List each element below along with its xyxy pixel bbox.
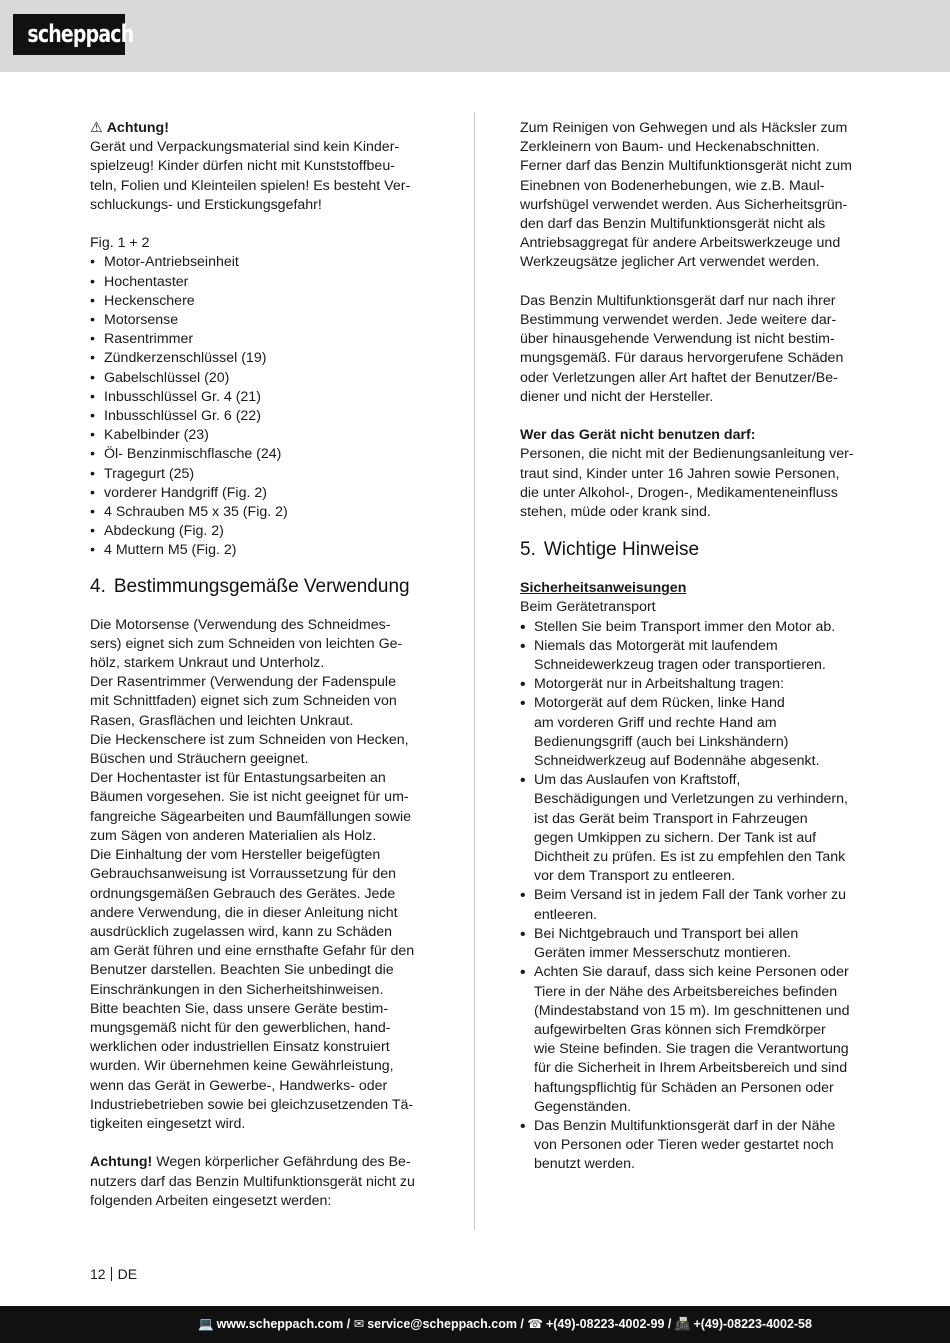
list-item: • Motorgerät auf dem Rücken, linke Hand am vorderen Griff und rechte Hand am Bedienungsgriff (auch bei Linkshändern) Schneidwerkzeug auf Bodennähe abgesenkt. — [520, 694, 865, 771]
list-item: • Inbusschlüssel Gr. 4 (21) — [90, 388, 440, 407]
list-item: • Bei Nichtgebrauch und Transport bei allen Geräten immer Messerschutz montieren. — [520, 925, 865, 963]
list-item: • Heckenschere — [90, 292, 440, 311]
list-item: • Motorgerät nur in Arbeitshaltung tragen: — [520, 675, 865, 694]
list-item: • Abdeckung (Fig. 2) — [90, 522, 440, 541]
not-use-heading: Wer das Gerät nicht benutzen darf: — [520, 427, 756, 444]
section-heading-5: 5. Wichtige Hinweise — [520, 539, 700, 561]
warning-icon: ⚠ — [90, 120, 103, 136]
list-item: • Motor-Antriebseinheit — [90, 253, 440, 272]
page-number: 12 DE — [90, 1266, 138, 1282]
footer-bar — [0, 1306, 950, 1343]
left-column — [90, 119, 440, 1211]
usage-text: Die Motorsense (Verwendung des Schneidmes- sers) eignet sich zum Schneiden von leichten Ge- hölz, starkem Unkraut und Unterholz. Der Rasentrimmer (Verwendung der Fadenspule mit Schnittfaden) eignet sich zum Schneiden von Rasen, Grasflächen und leichten Unkraut. Die Heckenschere ist zum Schneiden von Hecken, Büschen und Sträuchern geeignet. Der Hochentaster ist für Entastungsarbeiten an Bäumen vorgesehen. Sie ist nicht geeignet für um- fangreiche Sägearbeiten und Baumfällungen sowie zum Sägen von anderen Materialien als Holz. Die Einhaltung der vom Hersteller beigefügten Gebrauchsanweisung ist Vorraussetzung für den ordnungsgemäßen Gebrauch des Gerätes. Jede andere Verwendung, die in dieser Anleitung nicht ausdrücklich zugelassen wird, kann zu Schäden am Gerät führen und eine ernsthafte Gefahr für den Benutzer darstellen. Beachten Sie unbedingt die Einschränkungen in den Sicherheitshinweisen. Bitte beachten Sie, dass unsere Geräte bestim- mungsgemäß nicht für den gewerblichen, hand- werklichen oder industriellen Einsatz konstruiert wurden. Wir übernehmen keine Gewährleistung, wenn das Gerät in Gewerbe-, Handwerks- oder Industriebetrieben sowie bei gleichzusetzenden Tä- tigkeiten eingesetzt wird. — [90, 616, 415, 1132]
header-bar — [0, 0, 950, 72]
column-divider — [474, 112, 475, 1230]
safety-list — [520, 618, 865, 1175]
list-item: • Öl- Benzinmischflasche (24) — [90, 445, 440, 464]
not-use-text: Personen, die nicht mit der Bedienungsanleitung ver- traut sind, Kinder unter 16 Jahren sowie Personen, die unter Alkohol-, Drogen-, Medikamenteneinfluss stehen, müde oder krank sind. — [520, 446, 854, 521]
list-item: • Kabelbinder (23) — [90, 426, 440, 445]
list-item: • 4 Muttern M5 (Fig. 2) — [90, 541, 440, 560]
right-column — [520, 119, 865, 1175]
list-item: • Motorsense — [90, 311, 440, 330]
mail-icon: ✉ — [353, 1317, 365, 1331]
list-item: • Beim Versand ist in jedem Fall der Tank vorher zu entleeren. — [520, 886, 865, 924]
safety-subheading: Sicherheitsanweisungen — [520, 580, 687, 597]
list-item: • Niemals das Motorgerät mit laufendem Schneidewerkzeug tragen oder transportieren. — [520, 637, 865, 675]
list-item: • Das Benzin Multifunktionsgerät darf in der Nähe von Personen oder Tieren weder gestartet noch benutzt werden. — [520, 1117, 865, 1175]
section-heading-4: 4. Bestimmungsgemäße Verwendung — [90, 575, 410, 597]
footer-mail: service@scheppach.com / — [367, 1317, 524, 1331]
list-item: • Tragegurt (25) — [90, 465, 440, 484]
figure-label: Fig. 1 + 2 — [90, 235, 150, 252]
list-item: • Achten Sie darauf, dass sich keine Personen oder Tiere in der Nähe des Arbeitsbereiches befinden (Mindestabstand von 15 m). Im geschnittenen und aufgewirbelten Gras können sich Fremdkörper wie Steine befinden. Sie tragen die Verantwortung für die Sicherheit in Ihrem Arbeitsbereich und sind haftungspflichtig für Schäden an Personen oder Gegenständen. — [520, 963, 865, 1117]
list-item: • Um das Auslaufen von Kraftstoff, Beschädigungen und Verletzungen zu verhindern, ist das Gerät beim Transport in Fahrzeugen gegen Umkippen zu sichern. Der Tank ist auf Dichtheit zu prüfen. Es ist zu empfehlen den Tank vor dem Transport zu entleeren. — [520, 771, 865, 886]
footer-phone: +(49)-08223-4002-99 / — [545, 1317, 672, 1331]
list-item: • vorderer Handgriff (Fig. 2) — [90, 484, 440, 503]
list-item: • Hochentaster — [90, 273, 440, 292]
brand-logo: scheppach — [13, 14, 125, 55]
footer-web: www.scheppach.com / — [216, 1317, 351, 1331]
fax-icon: 📠 — [674, 1317, 691, 1331]
footer-fax: +(49)-08223-4002-58 — [693, 1317, 812, 1331]
list-item: • Gabelschlüssel (20) — [90, 369, 440, 388]
continued-text: Zum Reinigen von Gehwegen und als Häcksler zum Zerkleinern von Baum- und Heckenabschnitten. Ferner darf das Benzin Multifunktionsgerät nicht zum Einebnen von Bodenerhebungen, wie z.B. Maul- wurfshügel verwendet werden. Aus Sicherheitsgrün- den darf das Benzin Multifunktionsgerät nicht als Antriebsaggregat für andere Arbeitswerkzeuge und Werkzeugsätze jeglicher Art verwendet werden. — [520, 120, 852, 271]
phone-icon: ☎ — [527, 1317, 543, 1331]
purpose-text: Das Benzin Multifunktionsgerät darf nur nach ihrer Bestimmung verwendet werden. Jede weitere dar- über hinausgehende Verwendung ist nicht bestim- mungsgemäß. Für daraus hervorgerufene Schäden oder Verletzungen aller Art haftet der Benutzer/Be- diener und nicht der Hersteller. — [520, 292, 844, 405]
transport-label: Beim Gerätetransport — [520, 599, 656, 616]
list-item: • Stellen Sie beim Transport immer den Motor ab. — [520, 618, 865, 637]
list-item: • Zündkerzenschlüssel (19) — [90, 349, 440, 368]
parts-list — [90, 253, 440, 560]
caution-note: Achtung! Wegen körperlicher Gefährdung des Be- nutzers darf das Benzin Multifunktionsgerät nicht zu folgenden Arbeiten eingesetzt werden: — [90, 1154, 415, 1209]
warning-text: Gerät und Verpackungsmaterial sind kein Kinder- spielzeug! Kinder dürfen nicht mit Kunststoffbeu- teln, Folien und Kleinteilen spielen! Es besteht Ver- schluckungs- und Erstickungsgefahr! — [90, 139, 411, 213]
computer-icon: 💻 — [198, 1317, 214, 1331]
list-item: • Rasentrimmer — [90, 330, 440, 349]
warning-heading: ⚠ Achtung! — [90, 120, 169, 136]
list-item: • Inbusschlüssel Gr. 6 (22) — [90, 407, 440, 426]
list-item: • 4 Schrauben M5 x 35 (Fig. 2) — [90, 503, 440, 522]
